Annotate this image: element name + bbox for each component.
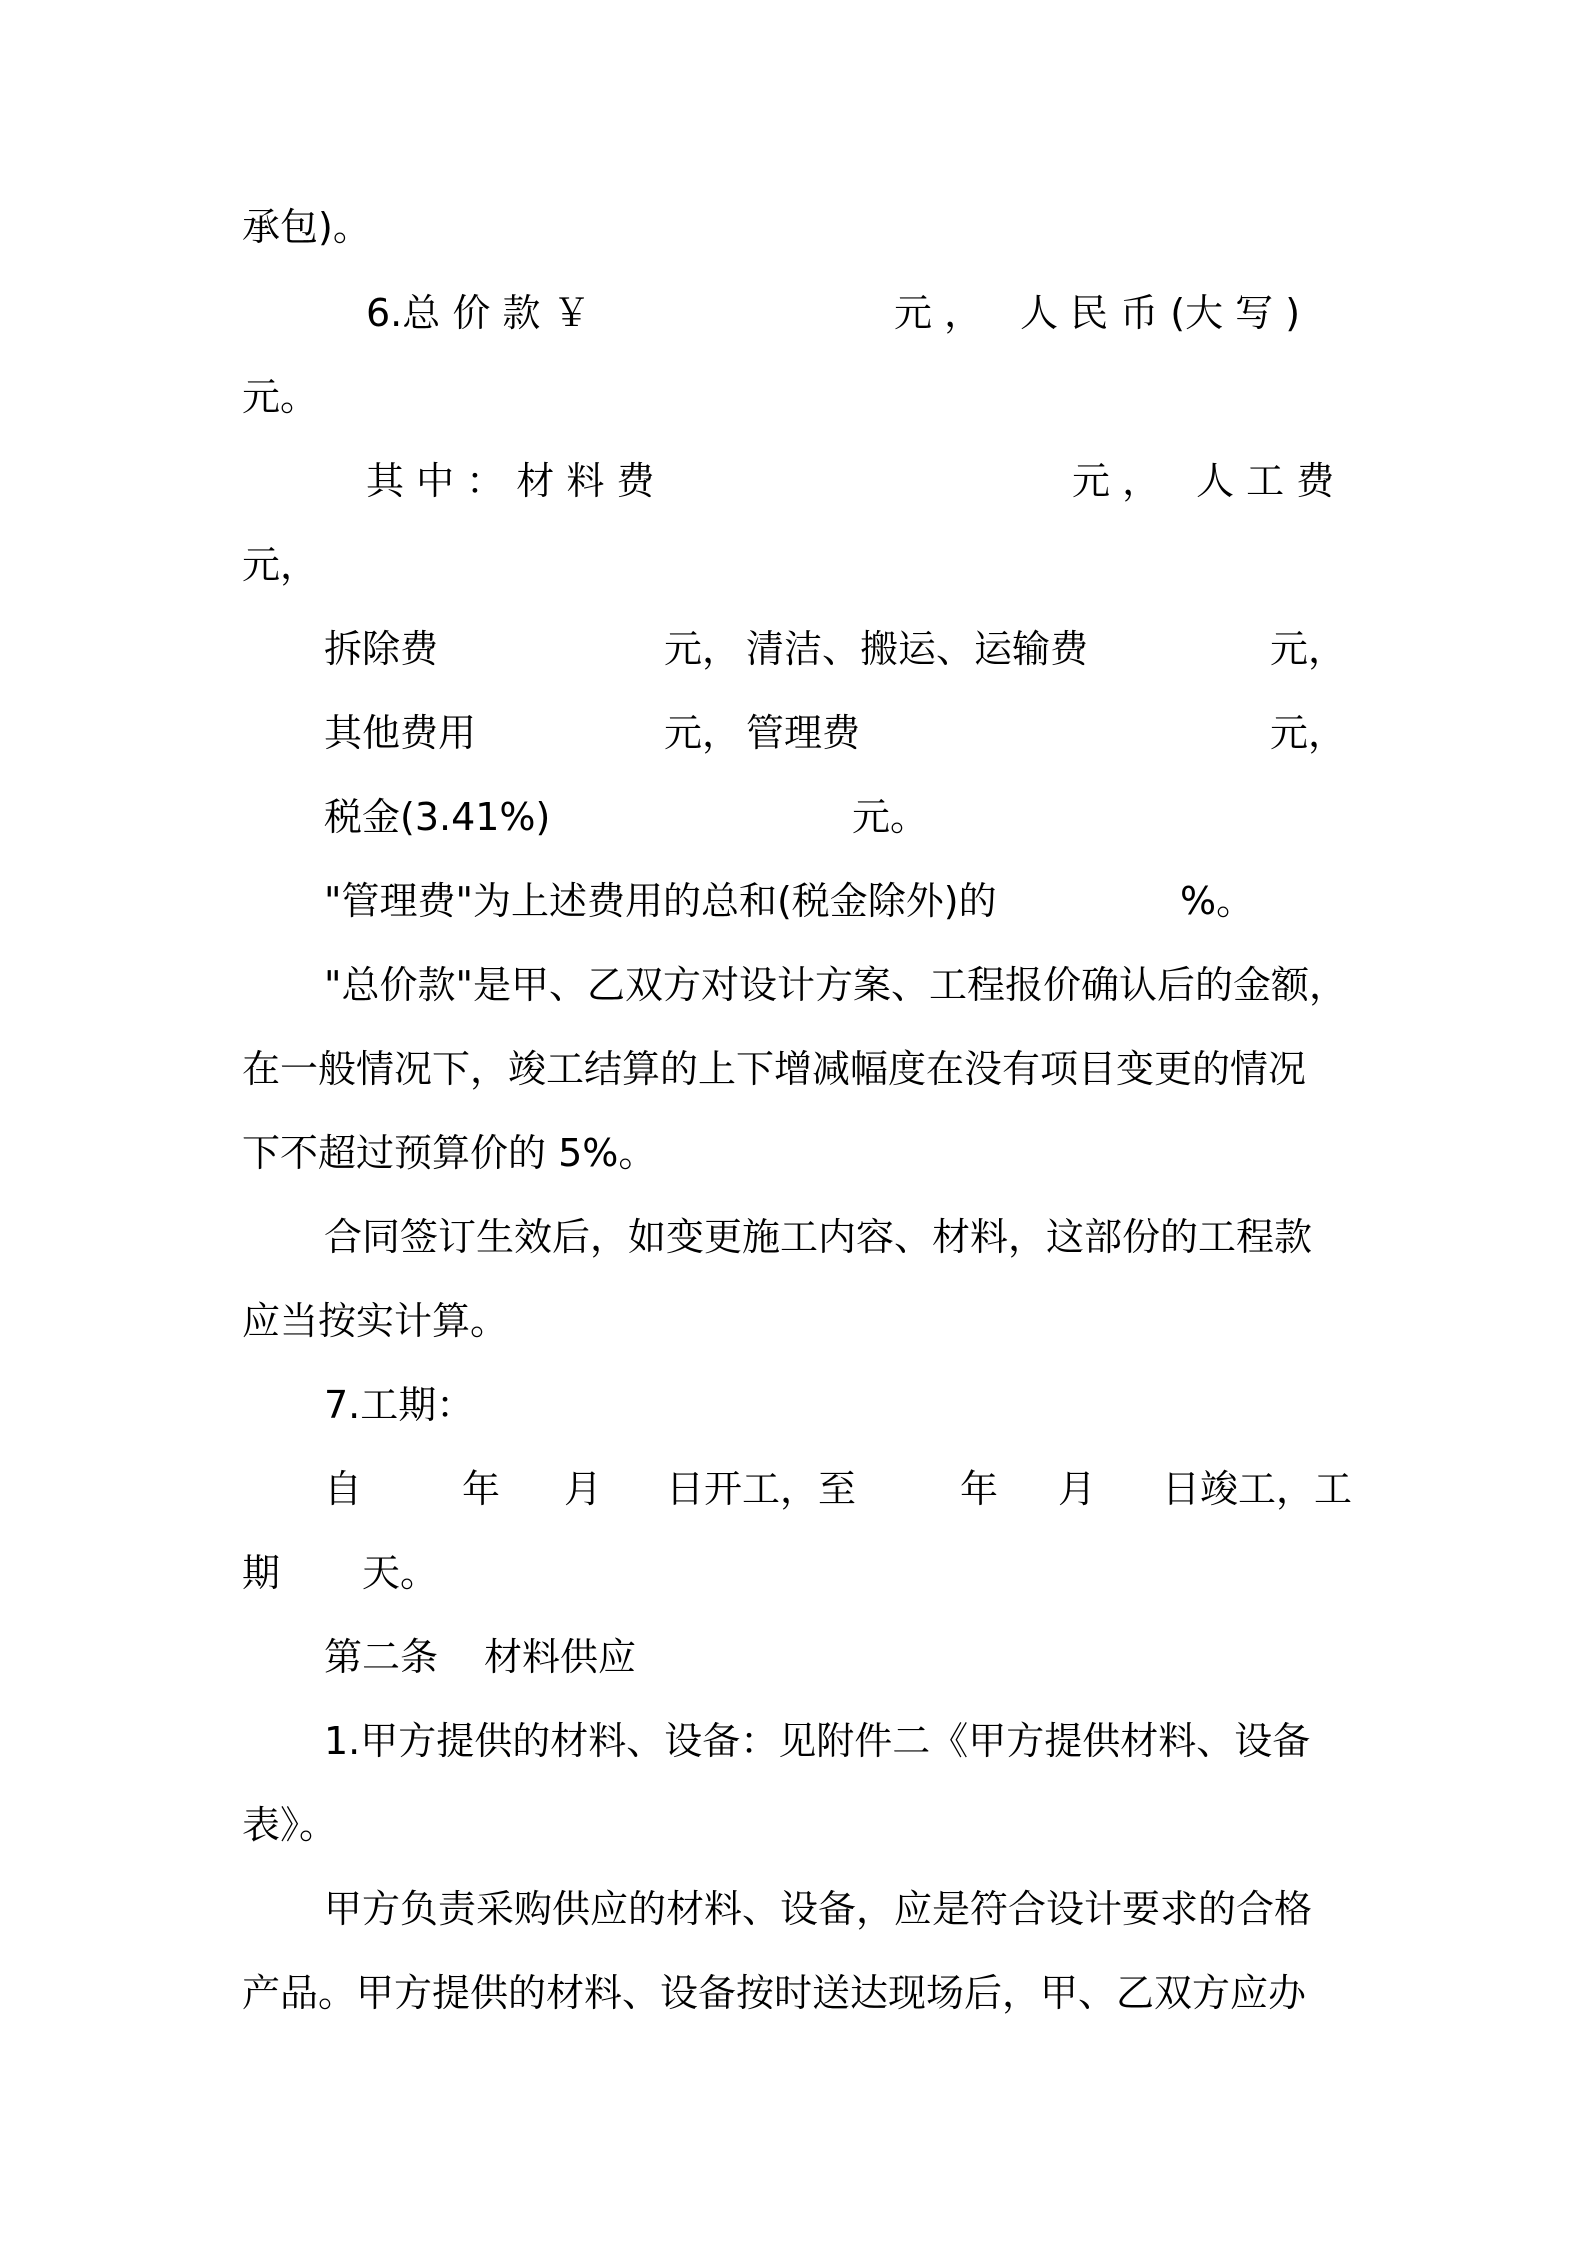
text-line: 应当按实计算。 (242, 1299, 509, 1343)
text-line: 7.工期： (324, 1383, 475, 1427)
duration-unit: 天。 (362, 1551, 439, 1595)
duration-label: 期 (242, 1551, 281, 1595)
article-title: 材料供应 (484, 1635, 637, 1679)
article-number: 第二条 (324, 1635, 439, 1679)
cleaning-fee-label: 清洁、搬运、运输费 (746, 627, 1089, 671)
text-line: 承包)。 (242, 205, 371, 249)
management-percent-unit: %。 (1180, 879, 1255, 923)
text-line: 1.甲方提供的材料、设备：见附件二《甲方提供材料、设备 (324, 1719, 1311, 1763)
text-line: 下不超过预算价的 5%。 (242, 1131, 657, 1175)
text-line: 甲方负责采购供应的材料、设备，应是符合设计要求的合格 (324, 1887, 1313, 1931)
labor-cost-label: 人 工 费 (1196, 459, 1335, 503)
total-price-label: 6.总 价 款 ￥ (366, 291, 591, 335)
tax-label: 税金(3.41%) (324, 795, 551, 839)
total-price-rmb-label: 人 民 币 (大 写 ) (1020, 291, 1301, 335)
text-line: 合同签订生效后，如变更施工内容、材料，这部份的工程款 (324, 1215, 1313, 1259)
text-line: 在一般情况下，竣工结算的上下增减幅度在没有项目变更的情况 (242, 1047, 1307, 1091)
breakdown-label: 其 中 ： 材 料 费 (366, 459, 655, 503)
tax-unit: 元。 (852, 795, 929, 839)
text-line: 产品。甲方提供的材料、设备按时送达现场后，甲、乙双方应办 (242, 1971, 1307, 2015)
demolition-fee-unit: 元， (664, 627, 741, 671)
text-line: "总价款"是甲、乙双方对设计方案、工程报价确认后的金额， (324, 963, 1347, 1007)
schedule-end-day: 日竣工，工 (1162, 1467, 1353, 1511)
total-price-unit: 元 ， (894, 291, 983, 335)
text-line: 元。 (242, 375, 319, 419)
schedule-from: 自 (324, 1467, 363, 1511)
text-line: 表》。 (242, 1803, 338, 1847)
breakdown-unit: 元 ， (1072, 459, 1161, 503)
demolition-fee-label: 拆除费 (324, 627, 439, 671)
text-line: "管理费"为上述费用的总和(税金除外)的 (324, 879, 997, 923)
schedule-year-start: 年 (462, 1467, 501, 1511)
schedule-year-end: 年 (960, 1467, 999, 1511)
schedule-start-day: 日开工，至 (666, 1467, 857, 1511)
cleaning-fee-unit: 元， (1270, 627, 1347, 671)
management-fee-unit: 元， (1270, 711, 1347, 755)
other-fee-label: 其他费用 (324, 711, 477, 755)
schedule-month-end: 月 (1058, 1467, 1097, 1511)
text-line: 元， (242, 543, 319, 587)
management-fee-label: 管理费 (746, 711, 861, 755)
other-fee-unit: 元， (664, 711, 741, 755)
schedule-month-start: 月 (564, 1467, 603, 1511)
